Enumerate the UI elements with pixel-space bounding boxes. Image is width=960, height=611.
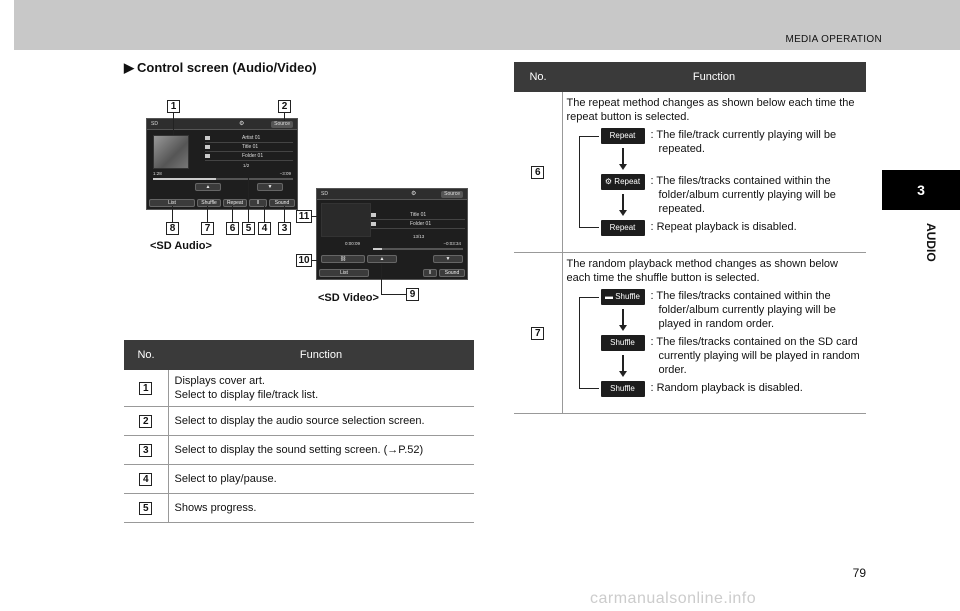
- callout-7: 7: [201, 222, 214, 235]
- section-title: MEDIA OPERATION: [785, 34, 882, 45]
- row-text: Select to play/pause.: [168, 465, 474, 494]
- artist-icon: [205, 136, 210, 140]
- video-progress-bar: [373, 248, 463, 250]
- row-number: 2: [139, 415, 152, 428]
- shuffle-intro: The random playback method changes as shown below each time the shuffle button is selected.: [566, 258, 838, 284]
- table-row: [124, 436, 474, 465]
- shuffle-button[interactable]: Shuffle: [197, 199, 221, 207]
- leader-line: [284, 206, 285, 222]
- table-row: [514, 92, 866, 253]
- audio-elapsed: 1:28: [153, 171, 162, 176]
- sd-video-screenshot: [316, 188, 468, 280]
- col-function: Function: [168, 340, 474, 370]
- sd-audio-screenshot: [146, 118, 298, 210]
- row-number: 4: [139, 473, 152, 486]
- col-no: No.: [124, 340, 168, 370]
- cycle-line: [579, 136, 599, 228]
- callout-11: 11: [296, 210, 312, 223]
- audio-track-count: 1/2: [243, 163, 250, 168]
- video-link-button[interactable]: ⛓: [321, 255, 365, 263]
- callout-1: 1: [167, 100, 180, 113]
- sd-audio-label: <SD Audio>: [150, 240, 212, 252]
- table-row: [124, 494, 474, 523]
- leader-line: [248, 178, 249, 222]
- repeat-button[interactable]: Repeat: [223, 199, 247, 207]
- row-number: 6: [531, 166, 544, 179]
- leader-line: [173, 113, 174, 135]
- callout-6: 6: [226, 222, 239, 235]
- video-area[interactable]: [321, 203, 371, 237]
- heading-text: Control screen (Audio/Video): [137, 60, 317, 75]
- leader-line: [207, 206, 208, 222]
- row-text: Select to display the sound setting screen. (→P.52): [168, 436, 474, 465]
- callout-2: 2: [278, 100, 291, 113]
- video-down-button[interactable]: ▼: [433, 255, 463, 263]
- audio-remaining: −3:09: [279, 171, 291, 176]
- triangle-marker-icon: ▶: [124, 60, 134, 75]
- cycle-line: [579, 297, 599, 389]
- leader-line: [172, 206, 173, 222]
- header-bar: [14, 0, 960, 50]
- audio-pause-button[interactable]: II: [249, 199, 267, 207]
- video-pause-button[interactable]: II: [423, 269, 437, 277]
- repeat-intro: The repeat method changes as shown below each time the repeat button is selected.: [566, 97, 855, 123]
- cover-art[interactable]: [153, 135, 189, 169]
- callout-10: 10: [296, 254, 312, 267]
- shuffle-mode-list: ▬ Shuffle : The files/tracks contained within the folder/album currently playing will be played in random order. Shuffle : The files/tracks contained on the SD card currently playing will be played in random order. Shuffle : Random playback is disabled.: [567, 289, 863, 407]
- video-up-button[interactable]: ▲: [367, 255, 397, 263]
- audio-source-button[interactable]: Source: [271, 121, 293, 128]
- audio-progress-fill: [153, 178, 216, 180]
- leader-line: [381, 264, 382, 294]
- video-folder-row: Folder 01: [371, 221, 465, 229]
- row-number: 1: [139, 382, 152, 395]
- repeat-folder-button-icon: ⚙ Repeat: [601, 174, 645, 190]
- leader-line: [284, 113, 285, 121]
- audio-progress-bar: [153, 178, 293, 180]
- sd-video-label: <SD Video>: [318, 292, 379, 304]
- folder-icon: [371, 222, 376, 226]
- leader-line: [381, 294, 406, 295]
- audio-source-caption: SD: [151, 121, 158, 127]
- video-title-row: Title 01: [371, 212, 465, 220]
- function-table-1: [124, 340, 474, 523]
- leader-line: [232, 206, 233, 222]
- audio-folder-row: Folder 01: [205, 153, 293, 161]
- chapter-label: AUDIO: [924, 222, 938, 262]
- row-text: Shows progress.: [168, 494, 474, 523]
- audio-list-button[interactable]: List: [149, 199, 195, 207]
- leader-line: [312, 216, 318, 217]
- callout-5: 5: [242, 222, 255, 235]
- function-table-2: [514, 62, 866, 414]
- audio-up-button[interactable]: ▲: [195, 183, 221, 191]
- note-icon: [371, 213, 376, 217]
- watermark: carmanualsonline.info: [590, 590, 757, 607]
- col-function: Function: [562, 62, 866, 92]
- chapter-tab: 3: [882, 170, 960, 210]
- repeat-off-button-icon: Repeat: [601, 220, 645, 236]
- arrow-down-icon: [622, 355, 624, 373]
- audio-down-button[interactable]: ▼: [257, 183, 283, 191]
- arrow-down-icon: [622, 148, 624, 166]
- video-elapsed: 0:00:09: [345, 241, 361, 246]
- gear-icon: ⚙: [411, 191, 417, 197]
- table-row: [124, 370, 474, 407]
- repeat-button-icon: Repeat: [601, 128, 645, 144]
- table-row: [124, 407, 474, 436]
- shuffle-off-button-icon: Shuffle: [601, 381, 645, 397]
- video-source-button[interactable]: Source: [441, 191, 463, 198]
- row-number: 7: [531, 327, 544, 340]
- arrow-down-icon: [622, 309, 624, 327]
- table-row: [514, 253, 866, 414]
- leader-line: [264, 206, 265, 222]
- shuffle-card-button-icon: Shuffle: [601, 335, 645, 351]
- gear-icon: ⚙: [239, 121, 245, 127]
- page-number: 79: [852, 566, 866, 580]
- row-number: 5: [139, 502, 152, 515]
- row-text: Displays cover art.: [174, 375, 265, 387]
- callout-4: 4: [258, 222, 271, 235]
- shuffle-folder-button-icon: ▬ Shuffle: [601, 289, 645, 305]
- callout-8: 8: [166, 222, 179, 235]
- section-heading: [124, 60, 317, 76]
- arrow-down-icon: [622, 194, 624, 212]
- repeat-mode-list: Repeat : The file/track currently playing will be repeated. ⚙ Repeat : The files/tracks contained within the folder/album currently playing will be repeated. Repeat : Repeat playback is disabled.: [567, 128, 863, 246]
- video-source-caption: SD: [321, 191, 328, 197]
- video-remaining: −0:03:34: [443, 241, 461, 246]
- callout-3: 3: [278, 222, 291, 235]
- folder-icon: [205, 154, 210, 158]
- video-list-button[interactable]: List: [319, 269, 369, 277]
- video-progress-fill: [373, 248, 382, 250]
- row-text: Select to display the audio source selection screen.: [168, 407, 474, 436]
- col-no: No.: [514, 62, 562, 92]
- audio-sound-button[interactable]: Sound: [269, 199, 295, 207]
- note-icon: [205, 145, 210, 149]
- callout-9: 9: [406, 288, 419, 301]
- row-number: 3: [139, 444, 152, 457]
- row-text: Select to display file/track list.: [174, 389, 319, 401]
- leader-line: [312, 260, 318, 261]
- table-row: [124, 465, 474, 494]
- video-track-count: 13/13: [413, 234, 425, 239]
- audio-title-row: Title 01: [205, 144, 293, 152]
- audio-artist-row: Artist 01: [205, 135, 293, 143]
- video-sound-button[interactable]: Sound: [439, 269, 465, 277]
